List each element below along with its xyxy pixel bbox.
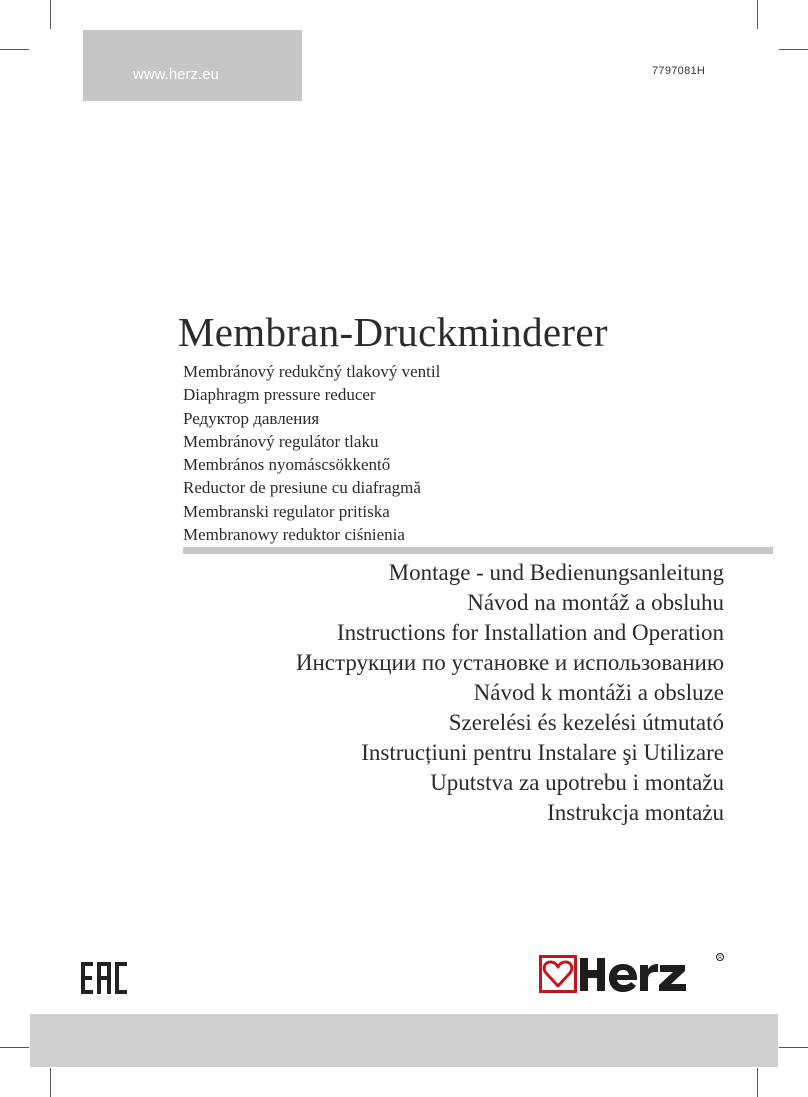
instruction-item: Návod na montáž a obsluhu [467, 590, 724, 615]
translation-item: Membránový redukčný tlakový ventil [183, 362, 441, 381]
crop-mark-bottom-left-horizontal [0, 1047, 29, 1048]
translation-item: Membránový regulátor tlaku [183, 431, 379, 451]
instruction-item: Uputstva za upotrebu i montažu [430, 770, 724, 795]
herz-logo-icon [539, 952, 727, 996]
crop-mark-top-left-vertical [50, 0, 51, 29]
footer-band [30, 1014, 778, 1067]
instruction-item: Instructions for Installation and Operation [336, 620, 724, 645]
crop-mark-bottom-left-vertical [50, 1068, 51, 1097]
crop-mark-bottom-right-vertical [757, 1068, 758, 1097]
instruction-item: Instrukcja montażu [547, 800, 724, 825]
product-title: Membran-Druckminderer [178, 309, 608, 355]
translation-item: Membranowy reduktor ciśnienia [183, 525, 405, 545]
translation-item: Diaphragm pressure reducer [183, 385, 376, 405]
document-number: 7797081H [652, 65, 706, 77]
crop-mark-top-right-horizontal [779, 49, 808, 50]
svg-text:R: R [718, 955, 722, 961]
instruction-item: Montage - und Bedienungsanleitung [388, 560, 724, 585]
product-translations [183, 360, 440, 546]
translation-item: Редуктор давления [183, 408, 320, 428]
crop-mark-top-left-horizontal [0, 49, 29, 50]
eac-mark-icon [81, 962, 127, 994]
instruction-item: Инструкции по установке и использованию [295, 650, 724, 675]
instruction-item: Návod k montáži a obsluze [473, 680, 724, 705]
translation-item: Reductor de presiune cu diafragmă [183, 478, 421, 498]
translation-item: Membranski regulator pritiska [183, 501, 390, 521]
instruction-item: Instrucțiuni pentru Instalare şi Utilizare [361, 740, 724, 765]
translation-item: Membrános nyomáscsökkentő [183, 455, 391, 475]
website-banner [83, 30, 302, 101]
crop-mark-top-right-vertical [757, 0, 758, 29]
instruction-item: Szerelési és kezelési útmutató [448, 710, 724, 735]
website-link[interactable]: www.herz.eu [133, 66, 219, 83]
instruction-titles [296, 558, 724, 828]
divider-bar [183, 547, 773, 554]
crop-mark-bottom-right-horizontal [779, 1047, 808, 1048]
